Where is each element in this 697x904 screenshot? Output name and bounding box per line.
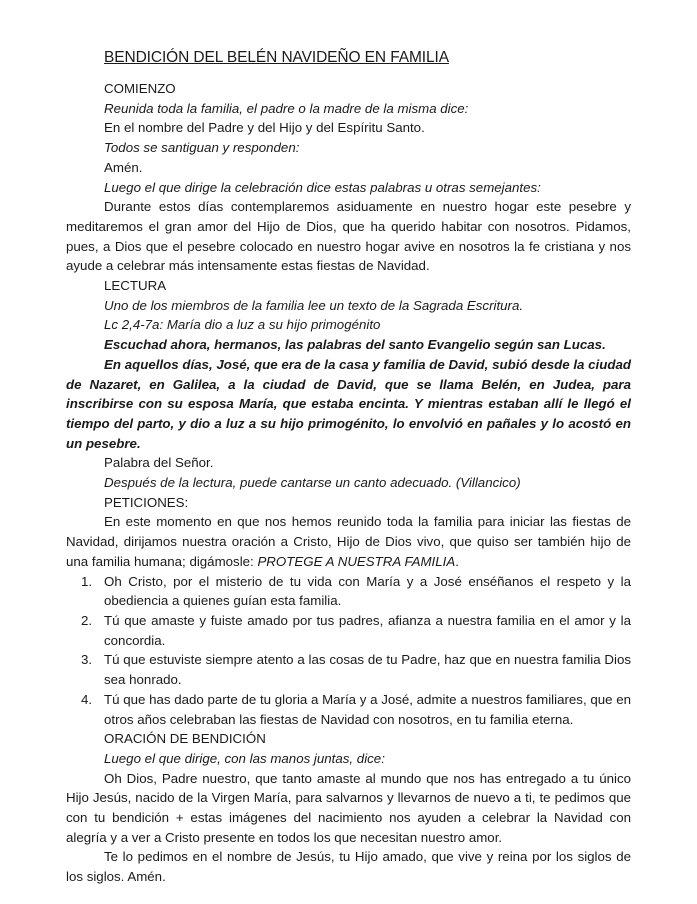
petitions-response-end: . (455, 553, 459, 569)
petitions-intro-text: En este momento en que nos hemos reunido toda la familia para iniciar las fiestas de Navidad, dirijamos nuestra oración a Cristo, Hijo de Dios vivo, que quiso ser también hijo de una familia humana; digámosle: (66, 514, 631, 569)
petitions-intro (66, 512, 631, 571)
petition-item (66, 650, 631, 689)
gospel-text: En aquellos días, José, que era de la casa y familia de David, subió desde la ciudad de Nazaret, en Galilea, a la ciudad de David, que se llama Belén, en Judea, para inscribirse con su esposa María, que estaba encinta. Y mientras estaban allí le llegó el tiempo del parto, y dio a luz a su hijo primogénito, lo envolvió en pañales y lo acostó en un pesebre. (66, 356, 631, 451)
heading-comienzo: COMIENZO (104, 81, 176, 96)
acclamation-text: Palabra del Señor. (104, 455, 214, 471)
invocation-text: En el nombre del Padre y del Hijo y del Espíritu Santo. (104, 120, 425, 136)
page-title: BENDICIÓN DEL BELÉN NAVIDEÑO EN FAMILIA (104, 49, 449, 66)
rubric-after-reading: Después de la lectura, puede cantarse un canto adecuado. (Villancico) (104, 475, 521, 491)
petition-text: Tú que has dado parte de tu gloria a María y a José, admite a nuestros familiares, que en otros años celebraban las fiestas de Navidad con nosotros, en tu familia eterna. (104, 691, 632, 727)
petition-text: Tú que amaste y fuiste amado por tus padres, afianza a nuestra familia en el amor y la concordia. (104, 612, 631, 648)
petition-item (66, 572, 631, 611)
blessing-conclusion: Te lo pedimos en el nombre de Jesús, tu Hijo amado, que vive y reina por los siglos de los siglos. Amén. (66, 849, 631, 885)
heading-lectura: LECTURA (104, 278, 167, 294)
petition-number: 2. (81, 612, 93, 628)
blessing-prayer: Oh Dios, Padre nuestro, que tanto amaste al mundo que nos has entregado a tu único Hijo Jesús, nacido de la Virgen María, para salvarnos y llevarnos de nuevo a ti, te pedimos que con tu bendición + estas imágenes del nacimiento nos ayuden a celebrar la Navidad con alegría y a ver a Cristo presente en todos los que necesitan nuestro amor. (66, 770, 631, 845)
petition-text: Tú que estuviste siempre atento a las cosas de tu Padre, haz que en nuestra familia Dios sea honrado. (104, 652, 631, 688)
rubric-response: Todos se santiguan y responden: (104, 140, 300, 156)
document-body (66, 79, 631, 887)
rubric-reading: Uno de los miembros de la familia lee un texto de la Sagrada Escritura. (104, 297, 524, 313)
petition-number: 1. (81, 573, 93, 589)
petition-item (66, 611, 631, 650)
petition-item (66, 690, 631, 729)
rubric-opening: Reunida toda la familia, el padre o la madre de la misma dice: (104, 100, 469, 116)
petitions-response: PROTEGE A NUESTRA FAMILIA (257, 553, 456, 569)
amen-response: Amén. (104, 159, 143, 175)
gospel-announcement: Escuchad ahora, hermanos, las palabras del santo Evangelio según san Lucas. (104, 337, 606, 353)
petition-number: 4. (81, 691, 93, 707)
scripture-citation: Lc 2,4-7a: María dio a luz a su hijo primogénito (104, 317, 381, 333)
heading-oracion: ORACIÓN DE BENDICIÓN (104, 731, 266, 747)
heading-peticiones: PETICIONES: (104, 494, 189, 510)
rubric-monition: Luego el que dirige la celebración dice estas palabras u otras semejantes: (104, 179, 541, 195)
monition-paragraph: Durante estos días contemplaremos asiduamente en nuestro hogar este pesebre y meditaremos el gran amor del Hijo de Dios, que ha querido habitar con nosotros. Pidamos, pues, a Dios que el pesebre colocado en nuestro hogar avive en nosotros la fe cristiana y nos ayude a celebrar más intensamente estas fiestas de Navidad. (66, 199, 631, 274)
petition-text: Oh Cristo, por el misterio de tu vida con María y a José enséñanos el respeto y la obediencia a quienes guían esta familia. (104, 573, 631, 609)
petition-number: 3. (81, 652, 93, 668)
rubric-blessing: Luego el que dirige, con las manos juntas, dice: (104, 750, 385, 766)
